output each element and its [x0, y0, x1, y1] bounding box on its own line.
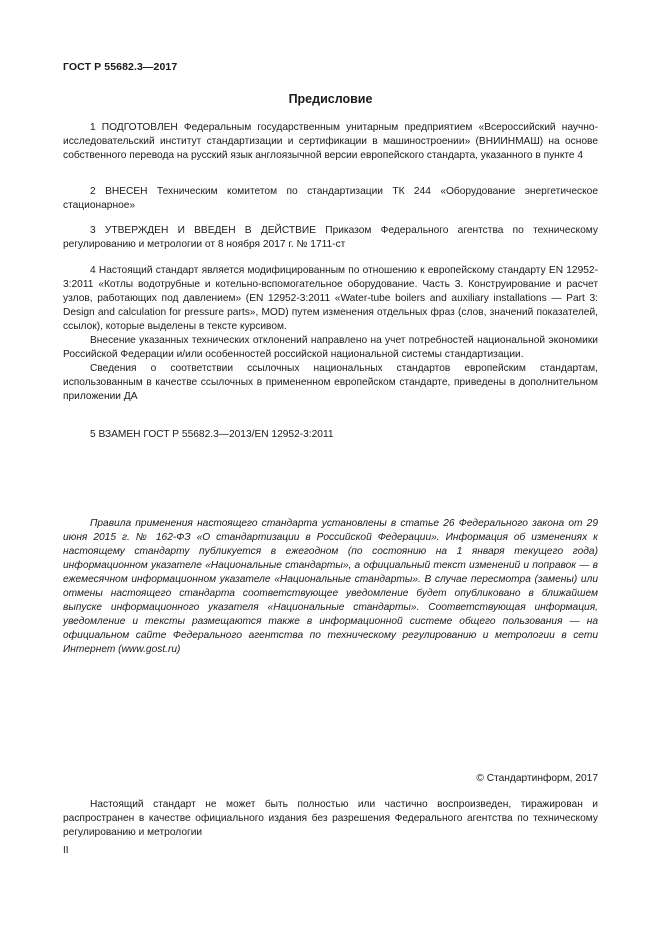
item-4-deviations-text: Внесение указанных технических отклонений направлено на учет потребностей национальной экономики Российской Федерации и/или особенностей российской национальной системы стандартизации. [63, 335, 598, 360]
standard-code-header: ГОСТ Р 55682.3—2017 [63, 61, 178, 73]
item-1-block [63, 121, 598, 163]
item-4-block [63, 264, 598, 404]
item-2-block [63, 185, 598, 213]
item-2-text: 2 ВНЕСЕН Техническим комитетом по стандартизации ТК 244 «Оборудование энергетическое стационарное» [63, 186, 598, 211]
page-title: Предисловие [288, 92, 373, 106]
item-1-text: 1 ПОДГОТОВЛЕН Федеральным государственным унитарным предприятием «Всероссийский научно-исследовательский институт стандартизации и сертификации в машиностроении» (ВНИИНМАШ) на основе собственного перевода на русский язык англоязычной версии европейского стандарта, указанного в пункте 4 [63, 122, 598, 161]
item-3-block [63, 224, 598, 252]
item-4-references-text: Сведения о соответствии ссылочных национальных стандартов европейским стандартам, использованным в качестве ссылочных в примененном европейском стандарте, приведены в дополнительном приложении ДА [63, 363, 598, 402]
item-5-text: 5 ВЗАМЕН ГОСТ Р 55682.3—2013/EN 12952-3:2011 [90, 429, 334, 440]
page-number: II [63, 845, 69, 856]
application-rules-notice [63, 517, 598, 657]
reproduction-notice [63, 798, 598, 840]
item-3-text: 3 УТВЕРЖДЕН И ВВЕДЕН В ДЕЙСТВИЕ Приказом Федерального агентства по техническому регулированию и метрологии от 8 ноября 2017 г. № 1711-ст [63, 225, 598, 250]
notice-text: Правила применения настоящего стандарта установлены в статье 26 Федерального закона от 29 июня 2015 г. № 162-ФЗ «О стандартизации в Российской Федерации». Информация об изменениях к настоящему стандарту публикуется в ежегодном (по состоянию на 1 января текущего года) информационном указателе «Национальные стандарты», а официальный текст изменений и поправок — в ежемесячном информационном указателе «Национальные стандарты». В случае пересмотра (замены) или отмены настоящего стандарта соответствующее уведомление будет опубликовано в ближайшем выпуске информационного указателя «Национальные стандарты». Соответствующая информация, уведомление и тексты размещаются также в информационной системе общего пользования — на официальном сайте Федерального агентства по техническому регулированию и метрологии в сети Интернет (www.gost.ru) [63, 518, 598, 655]
item-5-block [63, 428, 598, 442]
copyright-line: © Стандартинформ, 2017 [476, 773, 598, 784]
item-4-text: 4 Настоящий стандарт является модифицированным по отношению к европейскому стандарту EN 12952-3:2011 «Котлы водотрубные и котельно-вспомогательное оборудование. Часть 3. Конструирование и расчет узлов, работающих под давлением» (EN 12952-3:2011 «Water-tube boilers and auxiliary installations — Part 3: Design and calculation for pressure parts», MOD) путем изменения отдельных фраз (слов, значений показателей, ссылок), которые выделены в тексте курсивом. [63, 265, 598, 332]
reproduction-text: Настоящий стандарт не может быть полностью или частично воспроизведен, тиражирован и распространен в качестве официального издания без разрешения Федерального агентства по техническому регулированию и метрологии [63, 799, 598, 838]
